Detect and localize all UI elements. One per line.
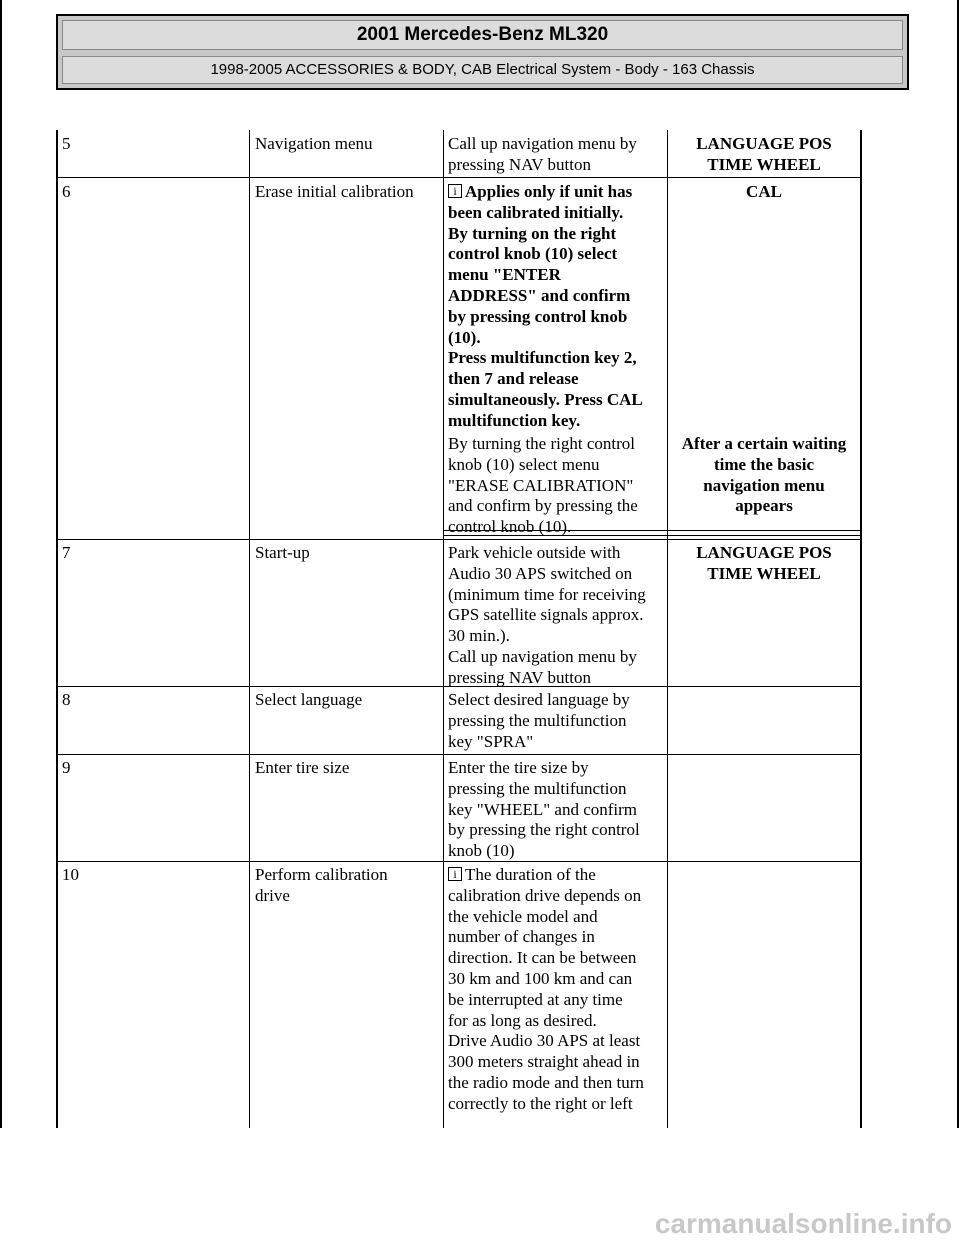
procedure-table — [56, 130, 862, 1128]
page-border-right — [957, 0, 959, 1128]
page-border-left — [0, 0, 2, 1128]
row-divider — [56, 177, 862, 178]
step-name: Select language — [255, 690, 363, 709]
step-display: After a certain waiting time the basic navigation menu appears — [681, 434, 847, 516]
step-number: 9 — [62, 758, 71, 777]
note-text: Applies only if unit has been calibrated initially. By turning on the right control knob (10) select menu "ENTER ADDRESS" and confirm by pressing control knob (10). Press multifunction key 2, then 7 and release simultaneously. Press CAL multifunction key. — [448, 182, 643, 430]
step-action: Park vehicle outside with Audio 30 APS switched on (minimum time for receiving GPS satellite signals approx. 30 min.). Call up navigation menu by pressing NAV button — [448, 543, 646, 687]
step-display: LANGUAGE POS TIME WHEEL — [696, 134, 832, 174]
row-divider — [56, 539, 862, 540]
step-display: CAL — [746, 182, 782, 201]
step-name: Start-up — [255, 543, 310, 562]
step-action: Select desired language by pressing the multifunction key "SPRA" — [448, 690, 630, 751]
step-action: Enter the tire size by pressing the multifunction key "WHEEL" and confirm by pressing the right control knob (10) — [448, 758, 640, 861]
info-icon: i — [448, 867, 462, 881]
step-name: Enter tire size — [255, 758, 350, 777]
document-header — [56, 14, 909, 90]
table-border-left — [56, 130, 58, 1128]
column-divider — [443, 130, 444, 1128]
note-text: The duration of the calibration drive depends on the vehicle model and number of changes in direction. It can be between 30 km and 100 km and can be interrupted at any time for as long as desired. Drive Audio 30 APS at least 300 meters straight ahead in the radio mode and then turn correctly to the right or left — [448, 865, 644, 1113]
header-subtitle: 1998-2005 ACCESSORIES & BODY, CAB Electrical System - Body - 163 Chassis — [62, 56, 903, 84]
step-name: Erase initial calibration — [255, 182, 414, 201]
step-number: 10 — [62, 865, 79, 884]
step-number: 5 — [62, 134, 71, 153]
row-divider — [56, 754, 862, 755]
header-title: 2001 Mercedes-Benz ML320 — [62, 20, 903, 50]
column-divider — [249, 130, 250, 1128]
step-name: Navigation menu — [255, 134, 373, 153]
step-display: LANGUAGE POS TIME WHEEL — [696, 543, 832, 583]
step-note — [448, 865, 672, 1115]
step-number: 8 — [62, 690, 71, 709]
watermark: carmanualsonline.info — [654, 1208, 952, 1239]
table-border-right — [860, 130, 862, 1128]
step-action: Call up navigation menu by pressing NAV button — [448, 134, 637, 174]
step-number: 6 — [62, 182, 71, 201]
step-action: By turning the right control knob (10) select menu "ERASE CALIBRATION" and confirm by pressing the control knob (10). — [448, 434, 638, 537]
step-number: 7 — [62, 543, 71, 562]
step-note — [448, 182, 672, 432]
step-name: Perform calibration drive — [255, 865, 388, 905]
info-icon: i — [448, 184, 462, 198]
